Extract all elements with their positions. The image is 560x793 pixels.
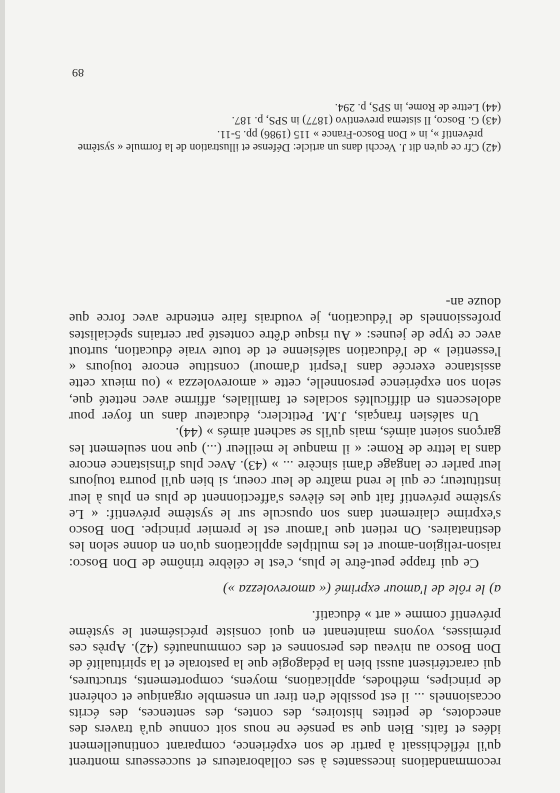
body-text <box>69 293 501 769</box>
footnote-43: (43) G. Bosco, Il sistema preventivo (1877) in SPS, p. 187. <box>231 114 501 127</box>
paragraph-trinome: Ce qui frappe peut-être le plus, c'est le célèbre trinôme de Don Bosco: raison-religion-amour et les multiples applications qu'on en donne selon les destinataires. On retient que l'amour est le premier principe. Don Bosco s'exprime clairement dans son opuscule sur le système préventif: « Le système préventif fait que les élèves s'affectionnent de plus en plus à leur instituteur; ce qui le rend maître de leur coeur, si bien qu'il pourra toujours leur parler ce langage d'ami sincère ... » (43). Avec plus d'insistance encore dans la lettre de Rome: « il manque le meilleur (...) que non seulement les garçons soient aimés, mais qu'ils se sachent aimés » (44). <box>69 424 501 570</box>
paragraph-continued: recommandations incessantes à ses collaborateurs et successeurs montrent qu'il réfléchissait à partir de son expérience, comparant continuellement idées et faits. Bien que sa pensée ne nous soit connue qu'à travers des anecdotes, de petites histoires, des contes, des sentences, des écrits occasionnels ... il est possible d'en tirer un ensemble organique et cohérent de principes, méthodes, applications, moyens, comportements, structures, qui caractérisent aussi bien la pédagogie que la pastorale et la spiritualité de Don Bosco au niveau des personnes et des communautés (42). Après ces prémisses, voyons maintenant en quoi consiste précisément le système préventif comme « art » éducatif. <box>69 607 501 769</box>
paragraph-petitclerc: Un salésien français, J.M. Petitclerc, éducateur dans un foyer pour adolescents en difficultés sociales et familiales, affirme avec netteté que, selon son expérience personnelle, cette « amorevolezza » (ou mieux cette assistance exercée dans l'esprit d'amour) constitue encore toujours « l'essentiel » de l'éducation salésienne et de toute vraie éducation, surtout avec ce type de jeunes: « Au risque d'être contesté par certains spécialistes professionnels de l'éducation, je voudrais faire entendre avec force que douze an- <box>69 293 501 424</box>
footnote-42: (42) Cfr ce qu'en dit J. Vecchi dans un article: Défense et illustration de la formule « système préventif », in « Don Bosco-France » 115 (1986) pp. 5-11. <box>77 127 501 153</box>
footnote-44: (44) Lettre de Rome, in SPS, p. 294. <box>334 101 501 114</box>
section-heading: a) le rôle de l'amour exprimé (« amorevolezza ») <box>223 581 501 597</box>
page-number: 89 <box>72 66 84 80</box>
footnotes <box>69 100 501 153</box>
